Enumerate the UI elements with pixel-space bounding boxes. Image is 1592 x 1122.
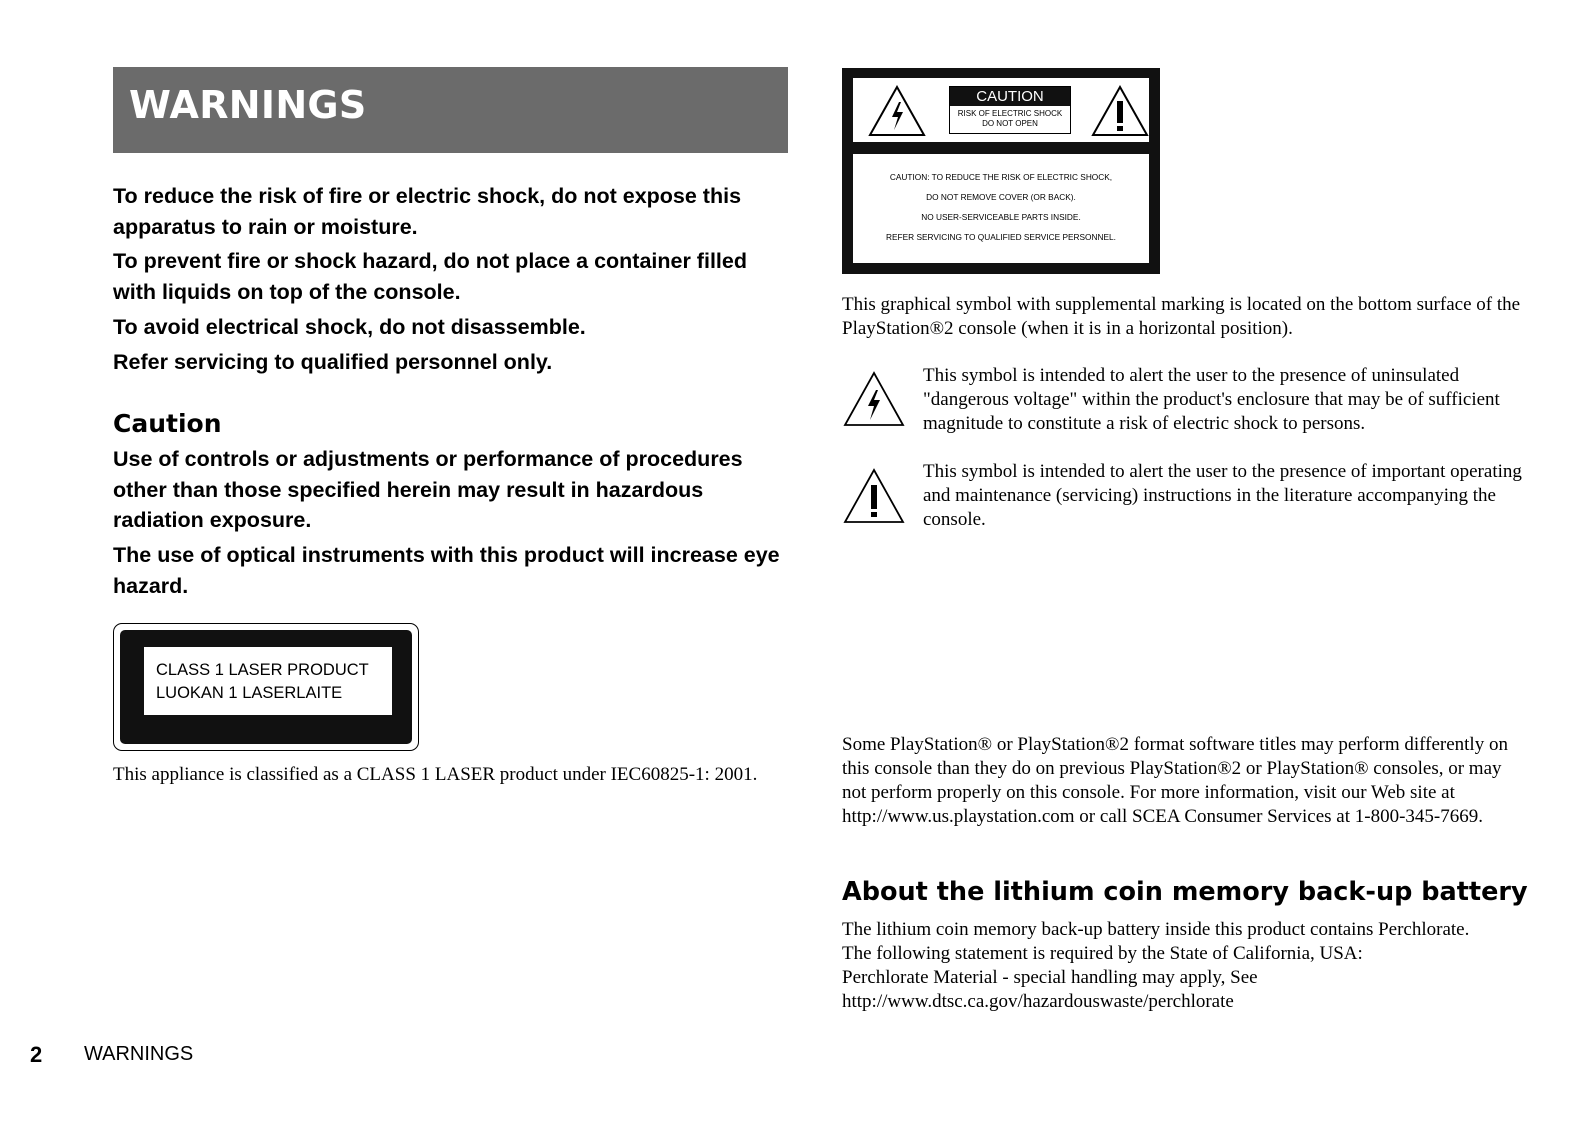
warning-servicing: Refer servicing to qualified personnel only. — [113, 350, 553, 374]
laser-label-line2: LUOKAN 1 LASERLAITE — [156, 684, 343, 702]
laser-label-panel — [144, 647, 392, 715]
warning-disassemble: To avoid electrical shock, do not disassemble. — [113, 315, 586, 339]
caution-box-line1: CAUTION: TO REDUCE THE RISK OF ELECTRIC SHOCK, — [889, 172, 1113, 182]
footer-section-label: WARNINGS — [84, 1043, 194, 1065]
caution-heading: Caution — [113, 409, 222, 438]
laser-label-line1: CLASS 1 LASER PRODUCT — [156, 661, 369, 679]
lightning-icon — [868, 85, 926, 137]
page-number: 2 — [30, 1042, 43, 1067]
compatibility-text: Some PlayStation® or PlayStation®2 format software titles may perform differently on this console than they do on previous PlayStation®2 or PlayStation® consoles, or may not perform properly on this console. For more information, visit our Web site at http://www.us.playstation.com or call SCEA Consumer Services at 1-800-345-7669. — [842, 734, 1508, 827]
laser-classification-note: This appliance is classified as a CLASS 1 LASER product under IEC60825-1: 2001. — [113, 764, 758, 785]
caution-box-line4: REFER SERVICING TO QUALIFIED SERVICE PERSONNEL. — [886, 232, 1116, 242]
battery-text — [842, 918, 1542, 1014]
caution-label-sub1: RISK OF ELECTRIC SHOCK — [957, 109, 1063, 118]
battery-line3: Perchlorate Material - special handling may apply, See — [842, 967, 1258, 988]
exclamation-warning-icon — [843, 468, 905, 524]
exclamation-icon — [1091, 85, 1149, 137]
page-title: WARNINGS — [129, 83, 367, 127]
caution-label-sub2: DO NOT OPEN — [982, 118, 1038, 128]
caution-label-title: CAUTION — [950, 87, 1070, 106]
caution-label — [949, 86, 1071, 134]
battery-line2: The following statement is required by the State of California, USA: — [842, 943, 1363, 964]
lightning-warning-icon — [843, 371, 905, 427]
warning-rain-moisture: To reduce the risk of fire or electric shock, do not expose this apparatus to rain or moisture. — [113, 184, 742, 239]
battery-line1: The lithium coin memory back-up battery inside this product contains Perchlorate. — [842, 919, 1470, 940]
caution-radiation: Use of controls or adjustments or performance of procedures other than those specified herein may result in hazardous radiation exposure. — [113, 447, 743, 532]
caution-box-text — [853, 154, 1149, 263]
caution-optical-instruments: The use of optical instruments with this product will increase eye hazard. — [113, 543, 780, 598]
section-banner — [113, 67, 788, 153]
battery-link[interactable]: http://www.dtsc.ca.gov/hazardouswaste/perchlorate — [842, 991, 1234, 1012]
exclamation-symbol-text: This symbol is intended to alert the user to the presence of important operating and maintenance (servicing) instructions in the literature accompanying the console. — [923, 461, 1522, 530]
caution-marking-box — [842, 68, 1160, 274]
battery-heading: About the lithium coin memory back-up battery — [842, 877, 1528, 907]
symbol-location-text: This graphical symbol with supplemental marking is located on the bottom surface of the PlayStation®2 console (when it is in a horizontal position). — [842, 294, 1521, 339]
caution-box-line2: DO NOT REMOVE COVER (OR BACK). — [926, 192, 1076, 202]
lightning-symbol-text: This symbol is intended to alert the user to the presence of uninsulated "dangerous voltage" within the product's enclosure that may be of sufficient magnitude to constitute a risk of electric shock to persons. — [923, 365, 1500, 434]
warning-liquid-container: To prevent fire or shock hazard, do not place a container filled with liquids on top of the console. — [113, 249, 747, 304]
laser-class-label — [113, 623, 419, 751]
caution-box-line3: NO USER-SERVICEABLE PARTS INSIDE. — [921, 212, 1081, 222]
